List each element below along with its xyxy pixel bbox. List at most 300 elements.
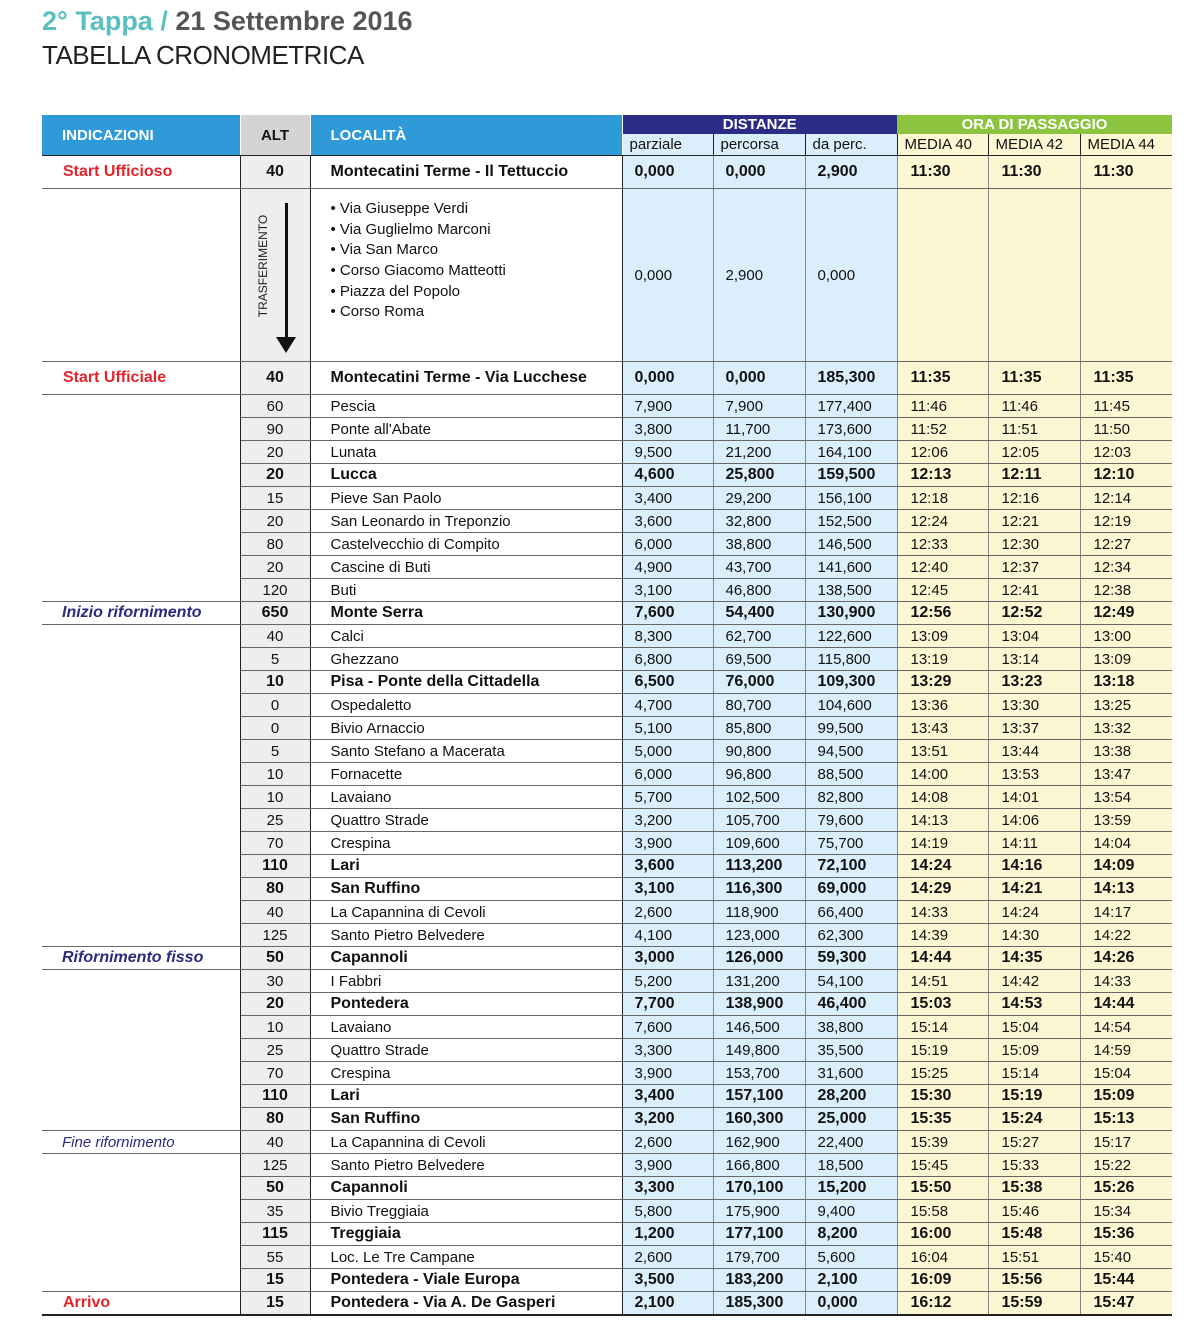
table-row bbox=[42, 901, 1172, 924]
dist-percorsa: 90,800 bbox=[713, 740, 805, 763]
dist-percorsa: 0,000 bbox=[713, 156, 805, 189]
dist-percorsa: 113,200 bbox=[713, 855, 805, 878]
indication-cell bbox=[42, 648, 240, 671]
altitude: 50 bbox=[240, 947, 310, 970]
indication-cell bbox=[42, 441, 240, 464]
table-row bbox=[42, 1154, 1172, 1177]
dist-da-perc: 62,300 bbox=[805, 924, 897, 947]
time-media-44: 13:25 bbox=[1080, 694, 1172, 717]
altitude: 15 bbox=[240, 1269, 310, 1292]
col-ora-passaggio: ORA DI PASSAGGIO bbox=[897, 115, 1172, 134]
time-media-44: 15:09 bbox=[1080, 1085, 1172, 1108]
table-row bbox=[42, 809, 1172, 832]
time-media-42: 15:46 bbox=[988, 1200, 1080, 1223]
dist-percorsa: 46,800 bbox=[713, 579, 805, 602]
dist-percorsa: 157,100 bbox=[713, 1085, 805, 1108]
col-percorsa: percorsa bbox=[713, 134, 805, 156]
time-media-42: 13:14 bbox=[988, 648, 1080, 671]
table-row bbox=[42, 1269, 1172, 1292]
dist-percorsa: 185,300 bbox=[713, 1292, 805, 1316]
location: Quattro Strade bbox=[310, 809, 622, 832]
time-media-42: 14:24 bbox=[988, 901, 1080, 924]
dist-parziale: 6,000 bbox=[622, 533, 713, 556]
indication-cell bbox=[42, 901, 240, 924]
time-media-40: 14:13 bbox=[897, 809, 988, 832]
dist-da-perc: 5,600 bbox=[805, 1246, 897, 1269]
location: Santo Pietro Belvedere bbox=[310, 924, 622, 947]
altitude: 650 bbox=[240, 602, 310, 625]
time-media-42: 15:38 bbox=[988, 1177, 1080, 1200]
dist-parziale: 4,600 bbox=[622, 464, 713, 487]
time-media-40: 16:09 bbox=[897, 1269, 988, 1292]
dist-da-perc: 18,500 bbox=[805, 1154, 897, 1177]
dist-parziale: 2,100 bbox=[622, 1292, 713, 1316]
dist-percorsa: 38,800 bbox=[713, 533, 805, 556]
location: Ospedaletto bbox=[310, 694, 622, 717]
time-media-44 bbox=[1080, 189, 1172, 362]
indication-cell bbox=[42, 418, 240, 441]
table-row bbox=[42, 717, 1172, 740]
altitude: 125 bbox=[240, 924, 310, 947]
time-media-44: 11:35 bbox=[1080, 362, 1172, 395]
time-media-42: 12:52 bbox=[988, 602, 1080, 625]
indication-cell bbox=[42, 1039, 240, 1062]
time-media-44: 12:34 bbox=[1080, 556, 1172, 579]
altitude: 110 bbox=[240, 1085, 310, 1108]
time-media-40: 11:46 bbox=[897, 395, 988, 418]
dist-parziale: 3,400 bbox=[622, 487, 713, 510]
time-media-44: 13:54 bbox=[1080, 786, 1172, 809]
altitude: 125 bbox=[240, 1154, 310, 1177]
dist-da-perc: 99,500 bbox=[805, 717, 897, 740]
time-media-44: 14:26 bbox=[1080, 947, 1172, 970]
dist-da-perc: 185,300 bbox=[805, 362, 897, 395]
dist-da-perc: 38,800 bbox=[805, 1016, 897, 1039]
table-row bbox=[42, 1200, 1172, 1223]
time-media-44: 15:44 bbox=[1080, 1269, 1172, 1292]
feeding-note: Fine rifornimento bbox=[42, 1131, 240, 1154]
time-media-42: 14:30 bbox=[988, 924, 1080, 947]
altitude: 15 bbox=[240, 487, 310, 510]
indication-cell bbox=[42, 924, 240, 947]
altitude: 90 bbox=[240, 418, 310, 441]
col-parziale: parziale bbox=[622, 134, 713, 156]
dist-da-perc: 28,200 bbox=[805, 1085, 897, 1108]
altitude: 25 bbox=[240, 809, 310, 832]
altitude: 20 bbox=[240, 556, 310, 579]
location: Montecatini Terme - Via Lucchese bbox=[310, 362, 622, 395]
milestone-label: Start Ufficiale bbox=[42, 362, 240, 395]
table-row bbox=[42, 1177, 1172, 1200]
location: Ghezzano bbox=[310, 648, 622, 671]
indication-cell bbox=[42, 786, 240, 809]
dist-parziale: 4,100 bbox=[622, 924, 713, 947]
indication-cell bbox=[42, 671, 240, 694]
time-media-42: 15:09 bbox=[988, 1039, 1080, 1062]
altitude: 10 bbox=[240, 763, 310, 786]
dist-percorsa: 29,200 bbox=[713, 487, 805, 510]
indication-cell bbox=[42, 1269, 240, 1292]
indication-cell bbox=[42, 579, 240, 602]
dist-parziale: 3,000 bbox=[622, 947, 713, 970]
location: Loc. Le Tre Campane bbox=[310, 1246, 622, 1269]
table-row bbox=[42, 970, 1172, 993]
table-row bbox=[42, 510, 1172, 533]
dist-percorsa: 109,600 bbox=[713, 832, 805, 855]
dist-percorsa: 146,500 bbox=[713, 1016, 805, 1039]
page-subtitle: TABELLA CRONOMETRICA bbox=[42, 40, 364, 70]
time-media-42: 14:35 bbox=[988, 947, 1080, 970]
dist-da-perc: 94,500 bbox=[805, 740, 897, 763]
time-media-44: 12:49 bbox=[1080, 602, 1172, 625]
table-row bbox=[42, 602, 1172, 625]
dist-da-perc: 79,600 bbox=[805, 809, 897, 832]
dist-percorsa: 160,300 bbox=[713, 1108, 805, 1131]
time-media-42: 11:35 bbox=[988, 362, 1080, 395]
time-media-40: 12:40 bbox=[897, 556, 988, 579]
time-media-44: 13:59 bbox=[1080, 809, 1172, 832]
location: Lucca bbox=[310, 464, 622, 487]
dist-parziale: 9,500 bbox=[622, 441, 713, 464]
table-row bbox=[42, 832, 1172, 855]
time-media-40: 15:45 bbox=[897, 1154, 988, 1177]
time-media-42: 14:01 bbox=[988, 786, 1080, 809]
time-media-40: 14:44 bbox=[897, 947, 988, 970]
stage-title bbox=[42, 4, 413, 38]
dist-percorsa: 105,700 bbox=[713, 809, 805, 832]
location: Pontedera - Viale Europa bbox=[310, 1269, 622, 1292]
time-media-44: 13:09 bbox=[1080, 648, 1172, 671]
dist-parziale: 0,000 bbox=[622, 189, 713, 362]
time-media-42: 13:04 bbox=[988, 625, 1080, 648]
time-media-44: 13:32 bbox=[1080, 717, 1172, 740]
col-media-42: MEDIA 42 bbox=[988, 134, 1080, 156]
time-media-42: 13:37 bbox=[988, 717, 1080, 740]
dist-percorsa: 69,500 bbox=[713, 648, 805, 671]
stage-number: 2° Tappa bbox=[42, 6, 153, 36]
indication-cell bbox=[42, 970, 240, 993]
col-distanze: DISTANZE bbox=[622, 115, 897, 134]
time-media-42: 13:23 bbox=[988, 671, 1080, 694]
dist-percorsa: 102,500 bbox=[713, 786, 805, 809]
dist-da-perc: 88,500 bbox=[805, 763, 897, 786]
time-media-44: 13:47 bbox=[1080, 763, 1172, 786]
time-media-42: 15:51 bbox=[988, 1246, 1080, 1269]
time-media-40: 12:06 bbox=[897, 441, 988, 464]
dist-da-perc: 46,400 bbox=[805, 993, 897, 1016]
time-media-44: 15:17 bbox=[1080, 1131, 1172, 1154]
table-row bbox=[42, 441, 1172, 464]
table-row bbox=[42, 1223, 1172, 1246]
indication-cell bbox=[42, 1062, 240, 1085]
indication-cell bbox=[42, 832, 240, 855]
indication-cell bbox=[42, 1108, 240, 1131]
arrowhead-icon bbox=[276, 337, 296, 353]
dist-da-perc: 35,500 bbox=[805, 1039, 897, 1062]
location: Lavaiano bbox=[310, 786, 622, 809]
location: Castelvecchio di Compito bbox=[310, 533, 622, 556]
table-row bbox=[42, 947, 1172, 970]
dist-percorsa: 62,700 bbox=[713, 625, 805, 648]
dist-da-perc: 31,600 bbox=[805, 1062, 897, 1085]
location: Lari bbox=[310, 1085, 622, 1108]
dist-da-perc: 164,100 bbox=[805, 441, 897, 464]
location: I Fabbri bbox=[310, 970, 622, 993]
time-media-40: 12:13 bbox=[897, 464, 988, 487]
dist-percorsa: 85,800 bbox=[713, 717, 805, 740]
dist-parziale: 3,200 bbox=[622, 809, 713, 832]
location: San Ruffino bbox=[310, 1108, 622, 1131]
location: San Leonardo in Treponzio bbox=[310, 510, 622, 533]
street-item: • Via Giuseppe Verdi bbox=[331, 199, 622, 220]
dist-percorsa: 7,900 bbox=[713, 395, 805, 418]
timetable bbox=[42, 115, 1172, 1316]
dist-parziale: 4,700 bbox=[622, 694, 713, 717]
dist-percorsa: 32,800 bbox=[713, 510, 805, 533]
time-media-42: 11:51 bbox=[988, 418, 1080, 441]
altitude: 50 bbox=[240, 1177, 310, 1200]
time-media-42: 15:59 bbox=[988, 1292, 1080, 1316]
time-media-44: 15:22 bbox=[1080, 1154, 1172, 1177]
indication-cell bbox=[42, 1154, 240, 1177]
dist-parziale: 0,000 bbox=[622, 362, 713, 395]
location: Calci bbox=[310, 625, 622, 648]
altitude: 35 bbox=[240, 1200, 310, 1223]
dist-da-perc: 2,900 bbox=[805, 156, 897, 189]
location: Treggiaia bbox=[310, 1223, 622, 1246]
dist-percorsa: 138,900 bbox=[713, 993, 805, 1016]
dist-da-perc: 104,600 bbox=[805, 694, 897, 717]
location: Monte Serra bbox=[310, 602, 622, 625]
time-media-40: 14:51 bbox=[897, 970, 988, 993]
time-media-40: 16:04 bbox=[897, 1246, 988, 1269]
col-indicazioni: INDICAZIONI bbox=[42, 115, 240, 156]
table-row bbox=[42, 786, 1172, 809]
location: Quattro Strade bbox=[310, 1039, 622, 1062]
time-media-40: 14:29 bbox=[897, 878, 988, 901]
table-row bbox=[42, 924, 1172, 947]
indication-cell bbox=[42, 694, 240, 717]
table-row bbox=[42, 487, 1172, 510]
location: Cascine di Buti bbox=[310, 556, 622, 579]
time-media-44: 14:04 bbox=[1080, 832, 1172, 855]
time-media-44: 14:44 bbox=[1080, 993, 1172, 1016]
indication-cell bbox=[42, 533, 240, 556]
time-media-42: 12:21 bbox=[988, 510, 1080, 533]
altitude: 110 bbox=[240, 855, 310, 878]
dist-da-perc: 0,000 bbox=[805, 189, 897, 362]
location: Bivio Arnaccio bbox=[310, 717, 622, 740]
street-item: • Via San Marco bbox=[331, 240, 622, 261]
altitude: 20 bbox=[240, 441, 310, 464]
dist-da-perc: 130,900 bbox=[805, 602, 897, 625]
altitude: 60 bbox=[240, 395, 310, 418]
time-media-40: 13:19 bbox=[897, 648, 988, 671]
location: Montecatini Terme - Il Tettuccio bbox=[310, 156, 622, 189]
time-media-42: 11:30 bbox=[988, 156, 1080, 189]
dist-da-perc: 8,200 bbox=[805, 1223, 897, 1246]
time-media-42: 14:11 bbox=[988, 832, 1080, 855]
dist-percorsa: 25,800 bbox=[713, 464, 805, 487]
altitude: 20 bbox=[240, 993, 310, 1016]
location: Santo Pietro Belvedere bbox=[310, 1154, 622, 1177]
table-row bbox=[42, 395, 1172, 418]
dist-parziale: 5,800 bbox=[622, 1200, 713, 1223]
table-row bbox=[42, 362, 1172, 395]
altitude: 40 bbox=[240, 901, 310, 924]
time-media-44: 15:47 bbox=[1080, 1292, 1172, 1316]
dist-parziale: 5,100 bbox=[622, 717, 713, 740]
time-media-40: 16:00 bbox=[897, 1223, 988, 1246]
time-media-44: 13:18 bbox=[1080, 671, 1172, 694]
location: Ponte all'Abate bbox=[310, 418, 622, 441]
time-media-40: 12:45 bbox=[897, 579, 988, 602]
time-media-40: 13:36 bbox=[897, 694, 988, 717]
dist-percorsa: 177,100 bbox=[713, 1223, 805, 1246]
time-media-42: 12:41 bbox=[988, 579, 1080, 602]
dist-parziale: 6,800 bbox=[622, 648, 713, 671]
dist-parziale: 3,900 bbox=[622, 832, 713, 855]
time-media-42: 15:04 bbox=[988, 1016, 1080, 1039]
dist-parziale: 7,900 bbox=[622, 395, 713, 418]
time-media-42: 14:42 bbox=[988, 970, 1080, 993]
altitude: 20 bbox=[240, 464, 310, 487]
altitude: 5 bbox=[240, 740, 310, 763]
time-media-40: 15:30 bbox=[897, 1085, 988, 1108]
time-media-40: 15:58 bbox=[897, 1200, 988, 1223]
location: Buti bbox=[310, 579, 622, 602]
table-row bbox=[42, 1085, 1172, 1108]
col-media-44: MEDIA 44 bbox=[1080, 134, 1172, 156]
time-media-42: 12:16 bbox=[988, 487, 1080, 510]
time-media-42: 12:30 bbox=[988, 533, 1080, 556]
altitude: 40 bbox=[240, 156, 310, 189]
altitude: 15 bbox=[240, 1292, 310, 1316]
transfer-label: TRASFERIMENTO bbox=[255, 214, 270, 318]
altitude: 40 bbox=[240, 362, 310, 395]
time-media-40: 13:43 bbox=[897, 717, 988, 740]
altitude: 30 bbox=[240, 970, 310, 993]
table-row bbox=[42, 1016, 1172, 1039]
location: Pisa - Ponte della Cittadella bbox=[310, 671, 622, 694]
table-row bbox=[42, 1062, 1172, 1085]
dist-parziale: 3,900 bbox=[622, 1062, 713, 1085]
location: Capannoli bbox=[310, 947, 622, 970]
time-media-44: 15:36 bbox=[1080, 1223, 1172, 1246]
time-media-40: 14:19 bbox=[897, 832, 988, 855]
dist-percorsa: 175,900 bbox=[713, 1200, 805, 1223]
altitude: 40 bbox=[240, 1131, 310, 1154]
dist-parziale: 6,500 bbox=[622, 671, 713, 694]
dist-parziale: 7,600 bbox=[622, 1016, 713, 1039]
time-media-40: 13:51 bbox=[897, 740, 988, 763]
indication-cell bbox=[42, 809, 240, 832]
time-media-42: 15:33 bbox=[988, 1154, 1080, 1177]
dist-da-perc: 54,100 bbox=[805, 970, 897, 993]
dist-parziale: 3,100 bbox=[622, 579, 713, 602]
page-header bbox=[42, 4, 413, 72]
altitude: 10 bbox=[240, 1016, 310, 1039]
time-media-44: 15:40 bbox=[1080, 1246, 1172, 1269]
time-media-44: 14:13 bbox=[1080, 878, 1172, 901]
feeding-note: Inizio rifornimento bbox=[42, 602, 240, 625]
table-row bbox=[42, 556, 1172, 579]
time-media-42: 12:05 bbox=[988, 441, 1080, 464]
altitude: 80 bbox=[240, 533, 310, 556]
dist-parziale: 1,200 bbox=[622, 1223, 713, 1246]
indication-cell bbox=[42, 1223, 240, 1246]
indication-cell bbox=[42, 1200, 240, 1223]
table-row bbox=[42, 671, 1172, 694]
time-media-40: 14:24 bbox=[897, 855, 988, 878]
time-media-40: 15:19 bbox=[897, 1039, 988, 1062]
table-row bbox=[42, 1131, 1172, 1154]
dist-percorsa: 170,100 bbox=[713, 1177, 805, 1200]
altitude: 10 bbox=[240, 786, 310, 809]
time-media-44: 15:04 bbox=[1080, 1062, 1172, 1085]
time-media-40: 13:29 bbox=[897, 671, 988, 694]
dist-da-perc: 22,400 bbox=[805, 1131, 897, 1154]
dist-parziale: 3,500 bbox=[622, 1269, 713, 1292]
time-media-40: 15:25 bbox=[897, 1062, 988, 1085]
time-media-40: 14:00 bbox=[897, 763, 988, 786]
dist-da-perc: 25,000 bbox=[805, 1108, 897, 1131]
time-media-44: 15:34 bbox=[1080, 1200, 1172, 1223]
time-media-40: 11:52 bbox=[897, 418, 988, 441]
altitude: 10 bbox=[240, 671, 310, 694]
arrow-down-icon bbox=[285, 203, 288, 343]
dist-da-perc: 82,800 bbox=[805, 786, 897, 809]
table-row bbox=[42, 464, 1172, 487]
dist-percorsa: 183,200 bbox=[713, 1269, 805, 1292]
dist-parziale: 3,800 bbox=[622, 418, 713, 441]
dist-percorsa: 118,900 bbox=[713, 901, 805, 924]
dist-parziale: 3,600 bbox=[622, 510, 713, 533]
time-media-40: 15:35 bbox=[897, 1108, 988, 1131]
col-media-40: MEDIA 40 bbox=[897, 134, 988, 156]
altitude: 25 bbox=[240, 1039, 310, 1062]
table-row bbox=[42, 533, 1172, 556]
dist-parziale: 5,200 bbox=[622, 970, 713, 993]
time-media-44: 13:38 bbox=[1080, 740, 1172, 763]
table-row bbox=[42, 579, 1172, 602]
dist-da-perc: 173,600 bbox=[805, 418, 897, 441]
col-da-perc: da perc. bbox=[805, 134, 897, 156]
time-media-42: 15:48 bbox=[988, 1223, 1080, 1246]
dist-percorsa: 21,200 bbox=[713, 441, 805, 464]
indication-cell bbox=[42, 1246, 240, 1269]
indication-cell bbox=[42, 556, 240, 579]
location: Crespina bbox=[310, 832, 622, 855]
dist-da-perc: 66,400 bbox=[805, 901, 897, 924]
time-media-40: 12:24 bbox=[897, 510, 988, 533]
dist-da-perc: 138,500 bbox=[805, 579, 897, 602]
time-media-40: 11:35 bbox=[897, 362, 988, 395]
dist-percorsa: 2,900 bbox=[713, 189, 805, 362]
dist-da-perc: 177,400 bbox=[805, 395, 897, 418]
indication-cell bbox=[42, 740, 240, 763]
time-media-42: 14:53 bbox=[988, 993, 1080, 1016]
time-media-42: 15:56 bbox=[988, 1269, 1080, 1292]
altitude: 0 bbox=[240, 694, 310, 717]
indication-cell bbox=[42, 855, 240, 878]
table-row bbox=[42, 694, 1172, 717]
time-media-40: 11:30 bbox=[897, 156, 988, 189]
dist-da-perc: 72,100 bbox=[805, 855, 897, 878]
time-media-42 bbox=[988, 189, 1080, 362]
dist-da-perc: 115,800 bbox=[805, 648, 897, 671]
col-alt: ALT bbox=[240, 115, 310, 156]
